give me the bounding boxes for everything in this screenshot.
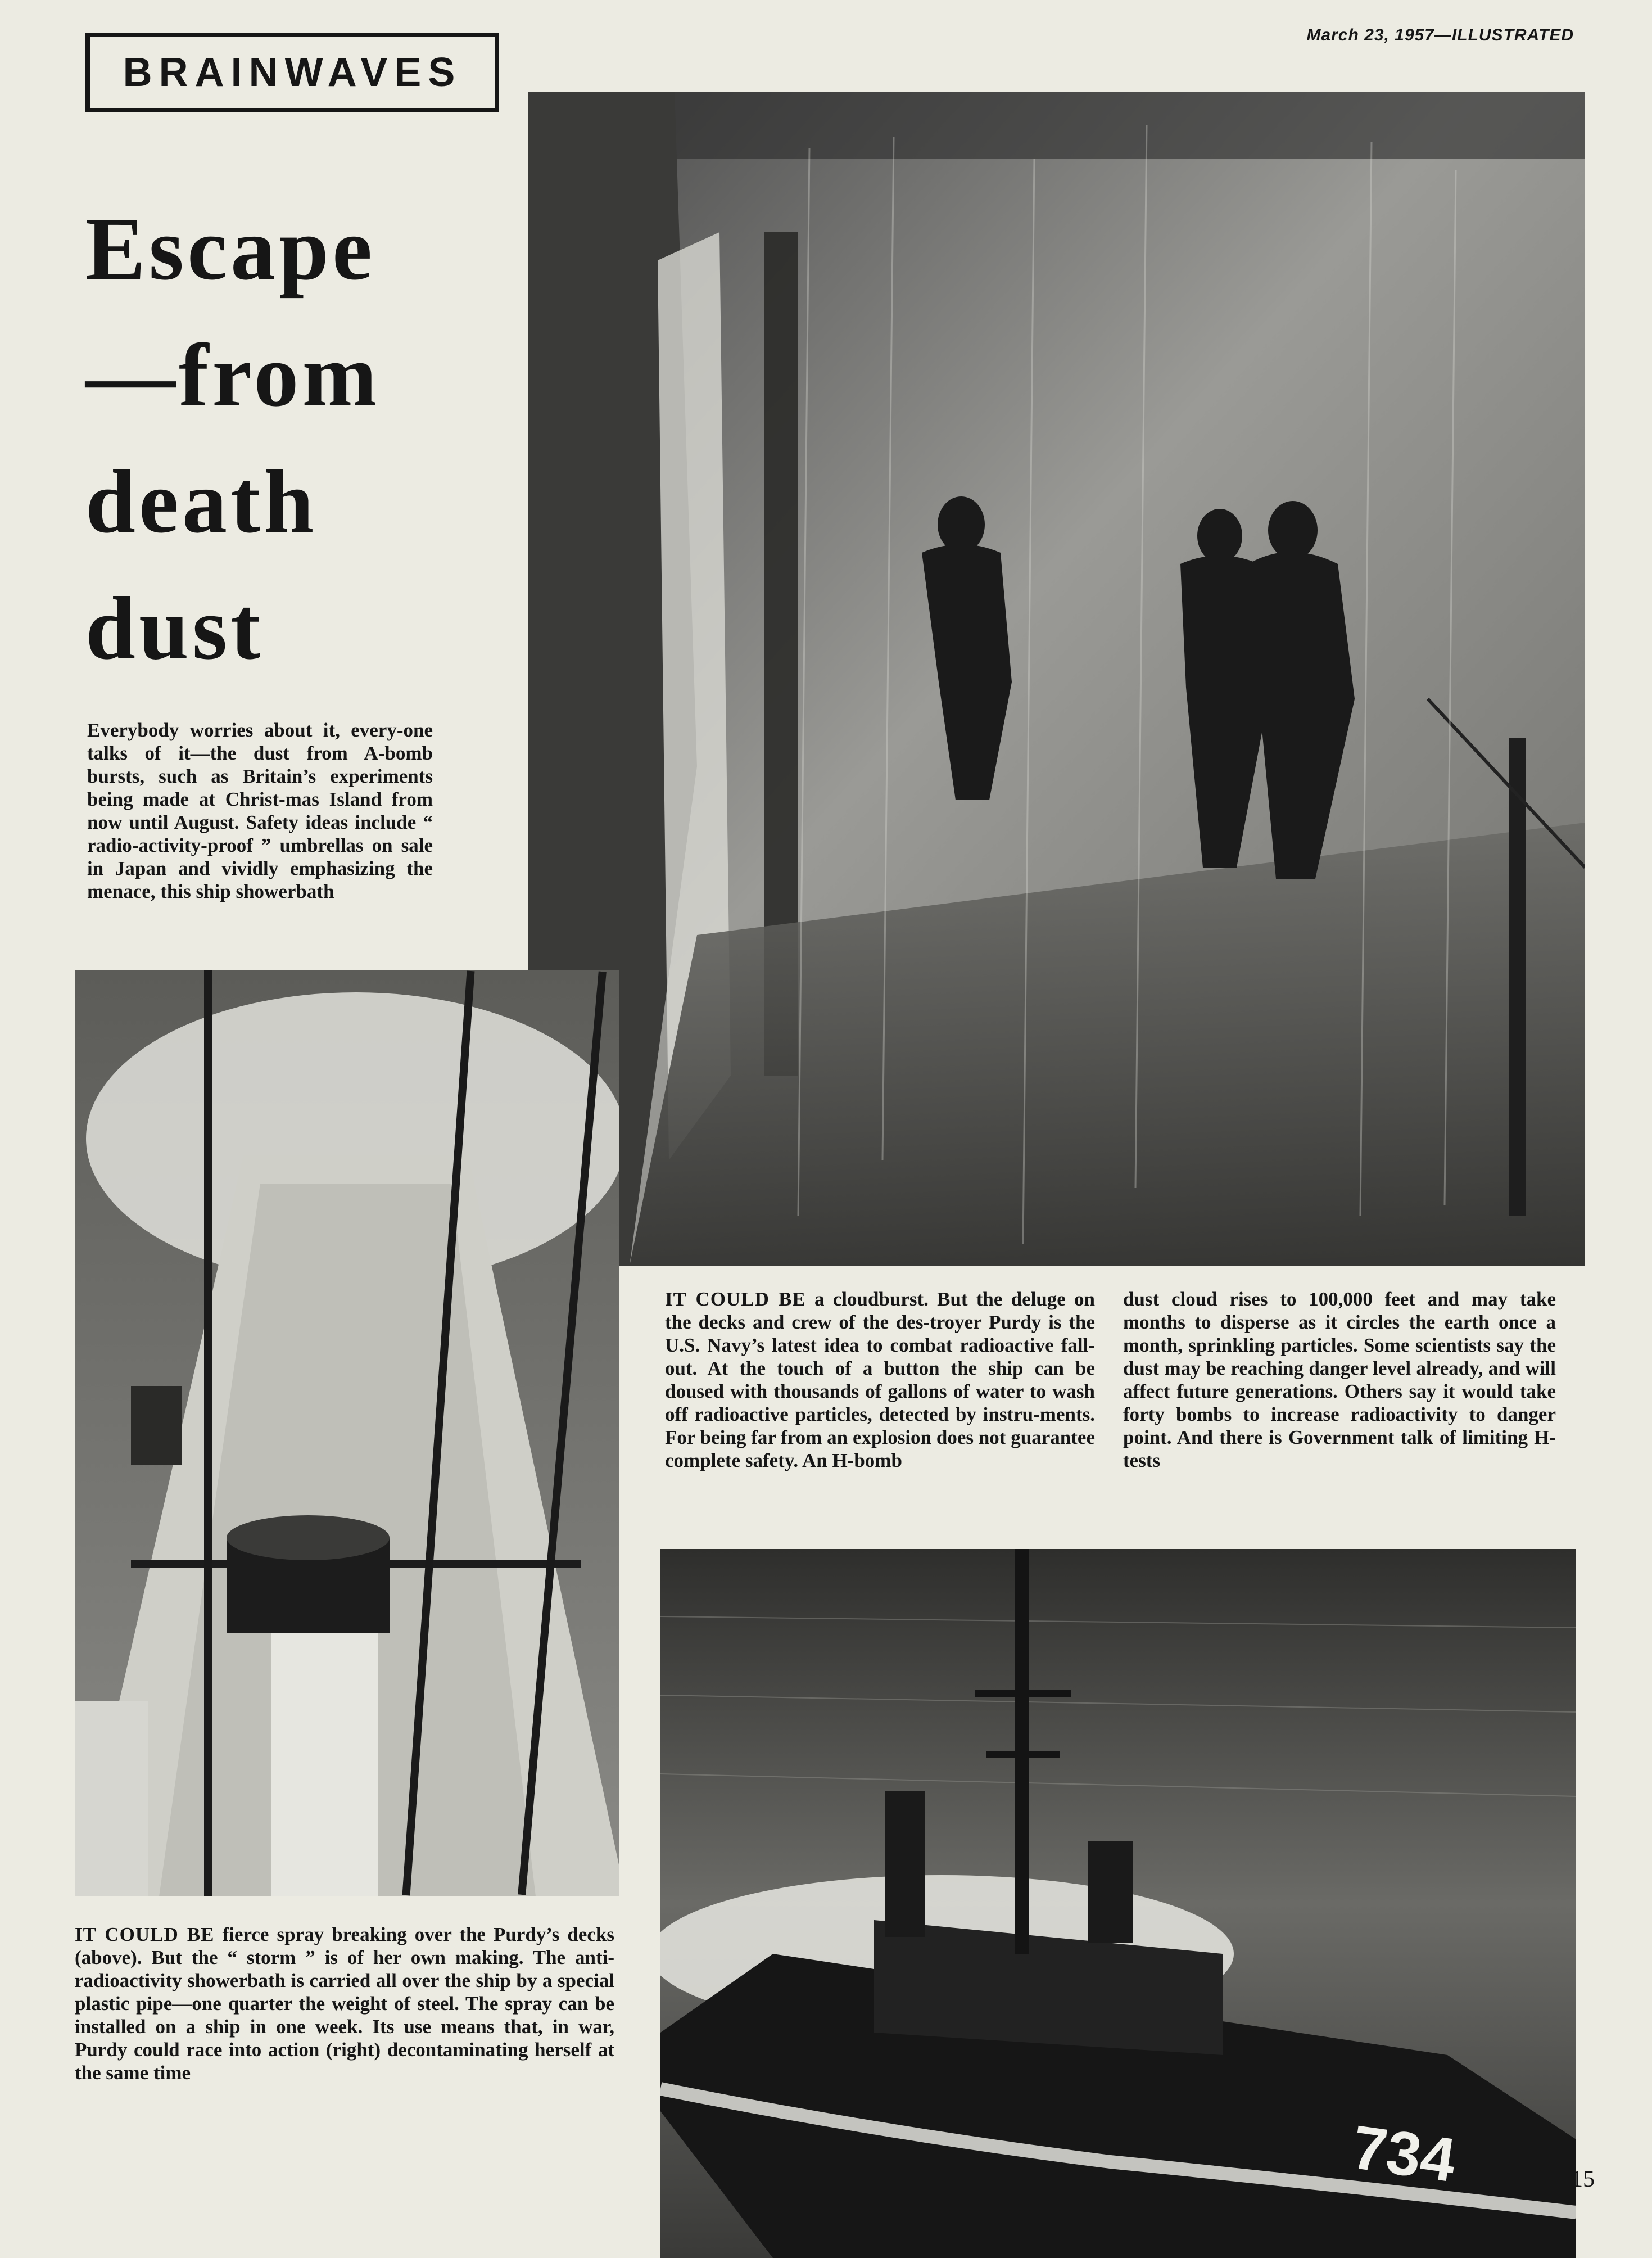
caption-main-lead: IT COULD BE	[665, 1288, 806, 1310]
caption-main-col1-text: a cloudburst. But the deluge on the decks and crew of the des-troyer Purdy is the U.S. Navy’s latest idea to combat radioactive fall-out. At the touch of a button the ship can be doused with thousands of gallons of water to wash off radioactive particles, detected by instru-ments. For being far from an explosion does not guarantee complete safety. An H-bomb	[665, 1288, 1096, 1471]
headline-line-3: death	[85, 451, 318, 552]
bow-spray-photo	[75, 970, 619, 1896]
caption-spray-text: fierce spray breaking over the Purdy’s decks (above). But the “ storm ” is of her own making. The anti-radioactivity showerbath is carried all over the ship by a special plastic pipe—one quarter the weight of steel. The spray can be installed on a ship in one week. Its use means that, in war, Purdy could race into action (right) decontaminating herself at the same time	[75, 1923, 614, 2084]
caption-main-col1	[665, 1288, 1095, 1472]
destroyer-photo	[660, 1549, 1576, 2258]
hull-number: 734	[1348, 2112, 1460, 2196]
caption-spray	[75, 1923, 614, 2084]
headline-line-1: Escape	[85, 198, 375, 299]
caption-spray-lead: IT COULD BE	[75, 1923, 215, 1945]
headline-line-4: dust	[85, 578, 264, 678]
section-label: BRAINWAVES	[85, 33, 499, 112]
deck-shower-photo	[528, 92, 1585, 1266]
caption-main-col2: dust cloud rises to 100,000 feet and may take months to disperse as it circles the earth once a month, sprinkling particles. Some scientists say the dust may be reaching danger level already, and will affect future generations. Others say it would take forty bombs to increase radioactivity to danger point. And there is Government talk of limiting H-tests	[1123, 1288, 1556, 1471]
page-number: 15	[1571, 2166, 1595, 2192]
intro-paragraph: Everybody worries about it, every-one talks of it—the dust from A-bomb bursts, such as Britain’s experiments being made at Christ-mas Island from now until August. Safety ideas include “ radio-activity-proof ” umbrellas on sale in Japan and vividly emphasizing the menace, this ship showerbath	[87, 719, 433, 902]
headline	[85, 186, 535, 692]
headline-line-2: —from	[85, 325, 381, 425]
dateline: March 23, 1957—ILLUSTRATED	[1306, 26, 1574, 44]
